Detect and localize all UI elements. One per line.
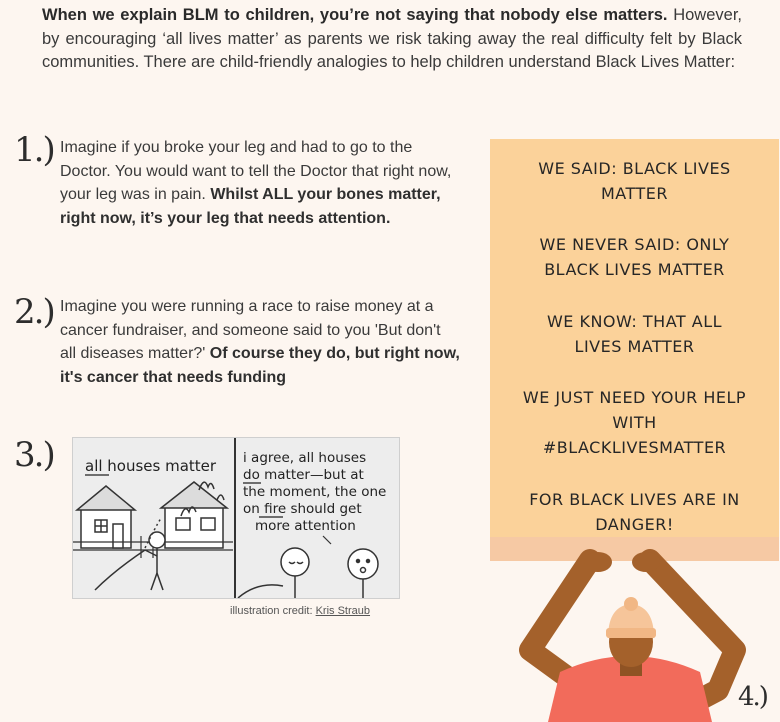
panel2-line-3: the moment, the one: [243, 484, 387, 500]
sign-line: DANGER!: [595, 515, 674, 534]
intro-bold-text: When we explain BLM to children, you’re not saying that nobody else matters.: [42, 6, 668, 24]
item-2-text: Imagine you were running a race to raise money at a cancer fundraiser, and someone said to you 'But don't all diseases matter?': [60, 298, 441, 362]
sign-line: WE SAID: BLACK LIVES: [538, 159, 731, 178]
sign-message-4: [490, 385, 779, 460]
sign-line: FOR BLACK LIVES ARE IN: [529, 490, 740, 509]
panel2-line-2: do matter—but at: [243, 467, 364, 483]
sign-line: WITH: [612, 413, 657, 432]
item-1-text: Imagine if you broke your leg and had to go to the Doctor. You would want to tell the Doctor that right now, your leg was in pain.: [60, 139, 452, 203]
sign-line: BLACK LIVES MATTER: [544, 260, 725, 279]
burning-house-icon: [161, 482, 227, 548]
sign-message-1: [490, 156, 779, 206]
protester-illustration: [490, 540, 780, 722]
sign-line: LIVES MATTER: [574, 337, 695, 356]
sign-message-3: [490, 309, 779, 359]
sign-message-2: [490, 232, 779, 282]
person-speaking-icon: [238, 548, 309, 598]
analogy-item-1: [60, 136, 460, 230]
comic-illustration: [72, 437, 400, 599]
item-number-4: 4.): [738, 682, 767, 712]
sign-line: MATTER: [601, 184, 668, 203]
sign-line: #BLACKLIVESMATTER: [542, 438, 727, 457]
panel2-line-5: more attention: [255, 518, 356, 534]
house-icon: [77, 486, 135, 548]
intro-paragraph: [42, 4, 742, 75]
credit-author-link[interactable]: Kris Straub: [315, 605, 371, 617]
panel2-line-1: i agree, all houses: [243, 450, 367, 466]
item-number-2: 2.): [14, 292, 54, 332]
protest-sign: [490, 139, 779, 537]
item-number-3: 3.): [14, 435, 54, 475]
illustration-credit: [230, 605, 370, 617]
left-hand: [584, 552, 612, 572]
panel2-line-4: on fire should get: [243, 501, 362, 517]
analogy-item-2: [60, 295, 460, 389]
item-1-bold: Whilst ALL your bones matter, right now, it’s your leg that needs attention.: [60, 186, 441, 227]
panel1-caption: all houses matter: [85, 457, 217, 475]
intro-rest-text: However, by encouraging ‘all lives matter’ as parents we risk taking away the real difficulty felt by Black communities. There are child-friendly analogies to help children understand Black Lives Matter:: [42, 6, 742, 71]
sign-line: WE NEVER SAID: ONLY: [539, 235, 730, 254]
credit-label: illustration credit:: [230, 605, 316, 617]
sign-line: WE KNOW: THAT ALL: [546, 312, 723, 331]
item-number-1: 1.): [14, 130, 54, 170]
item-2-bold: Of course they do, but right now, it's cancer that needs funding: [60, 345, 460, 386]
right-hand: [632, 552, 660, 572]
sign-message-5: [490, 487, 779, 537]
sign-line: WE JUST NEED YOUR HELP: [522, 388, 747, 407]
person-listening-icon: [348, 549, 378, 598]
